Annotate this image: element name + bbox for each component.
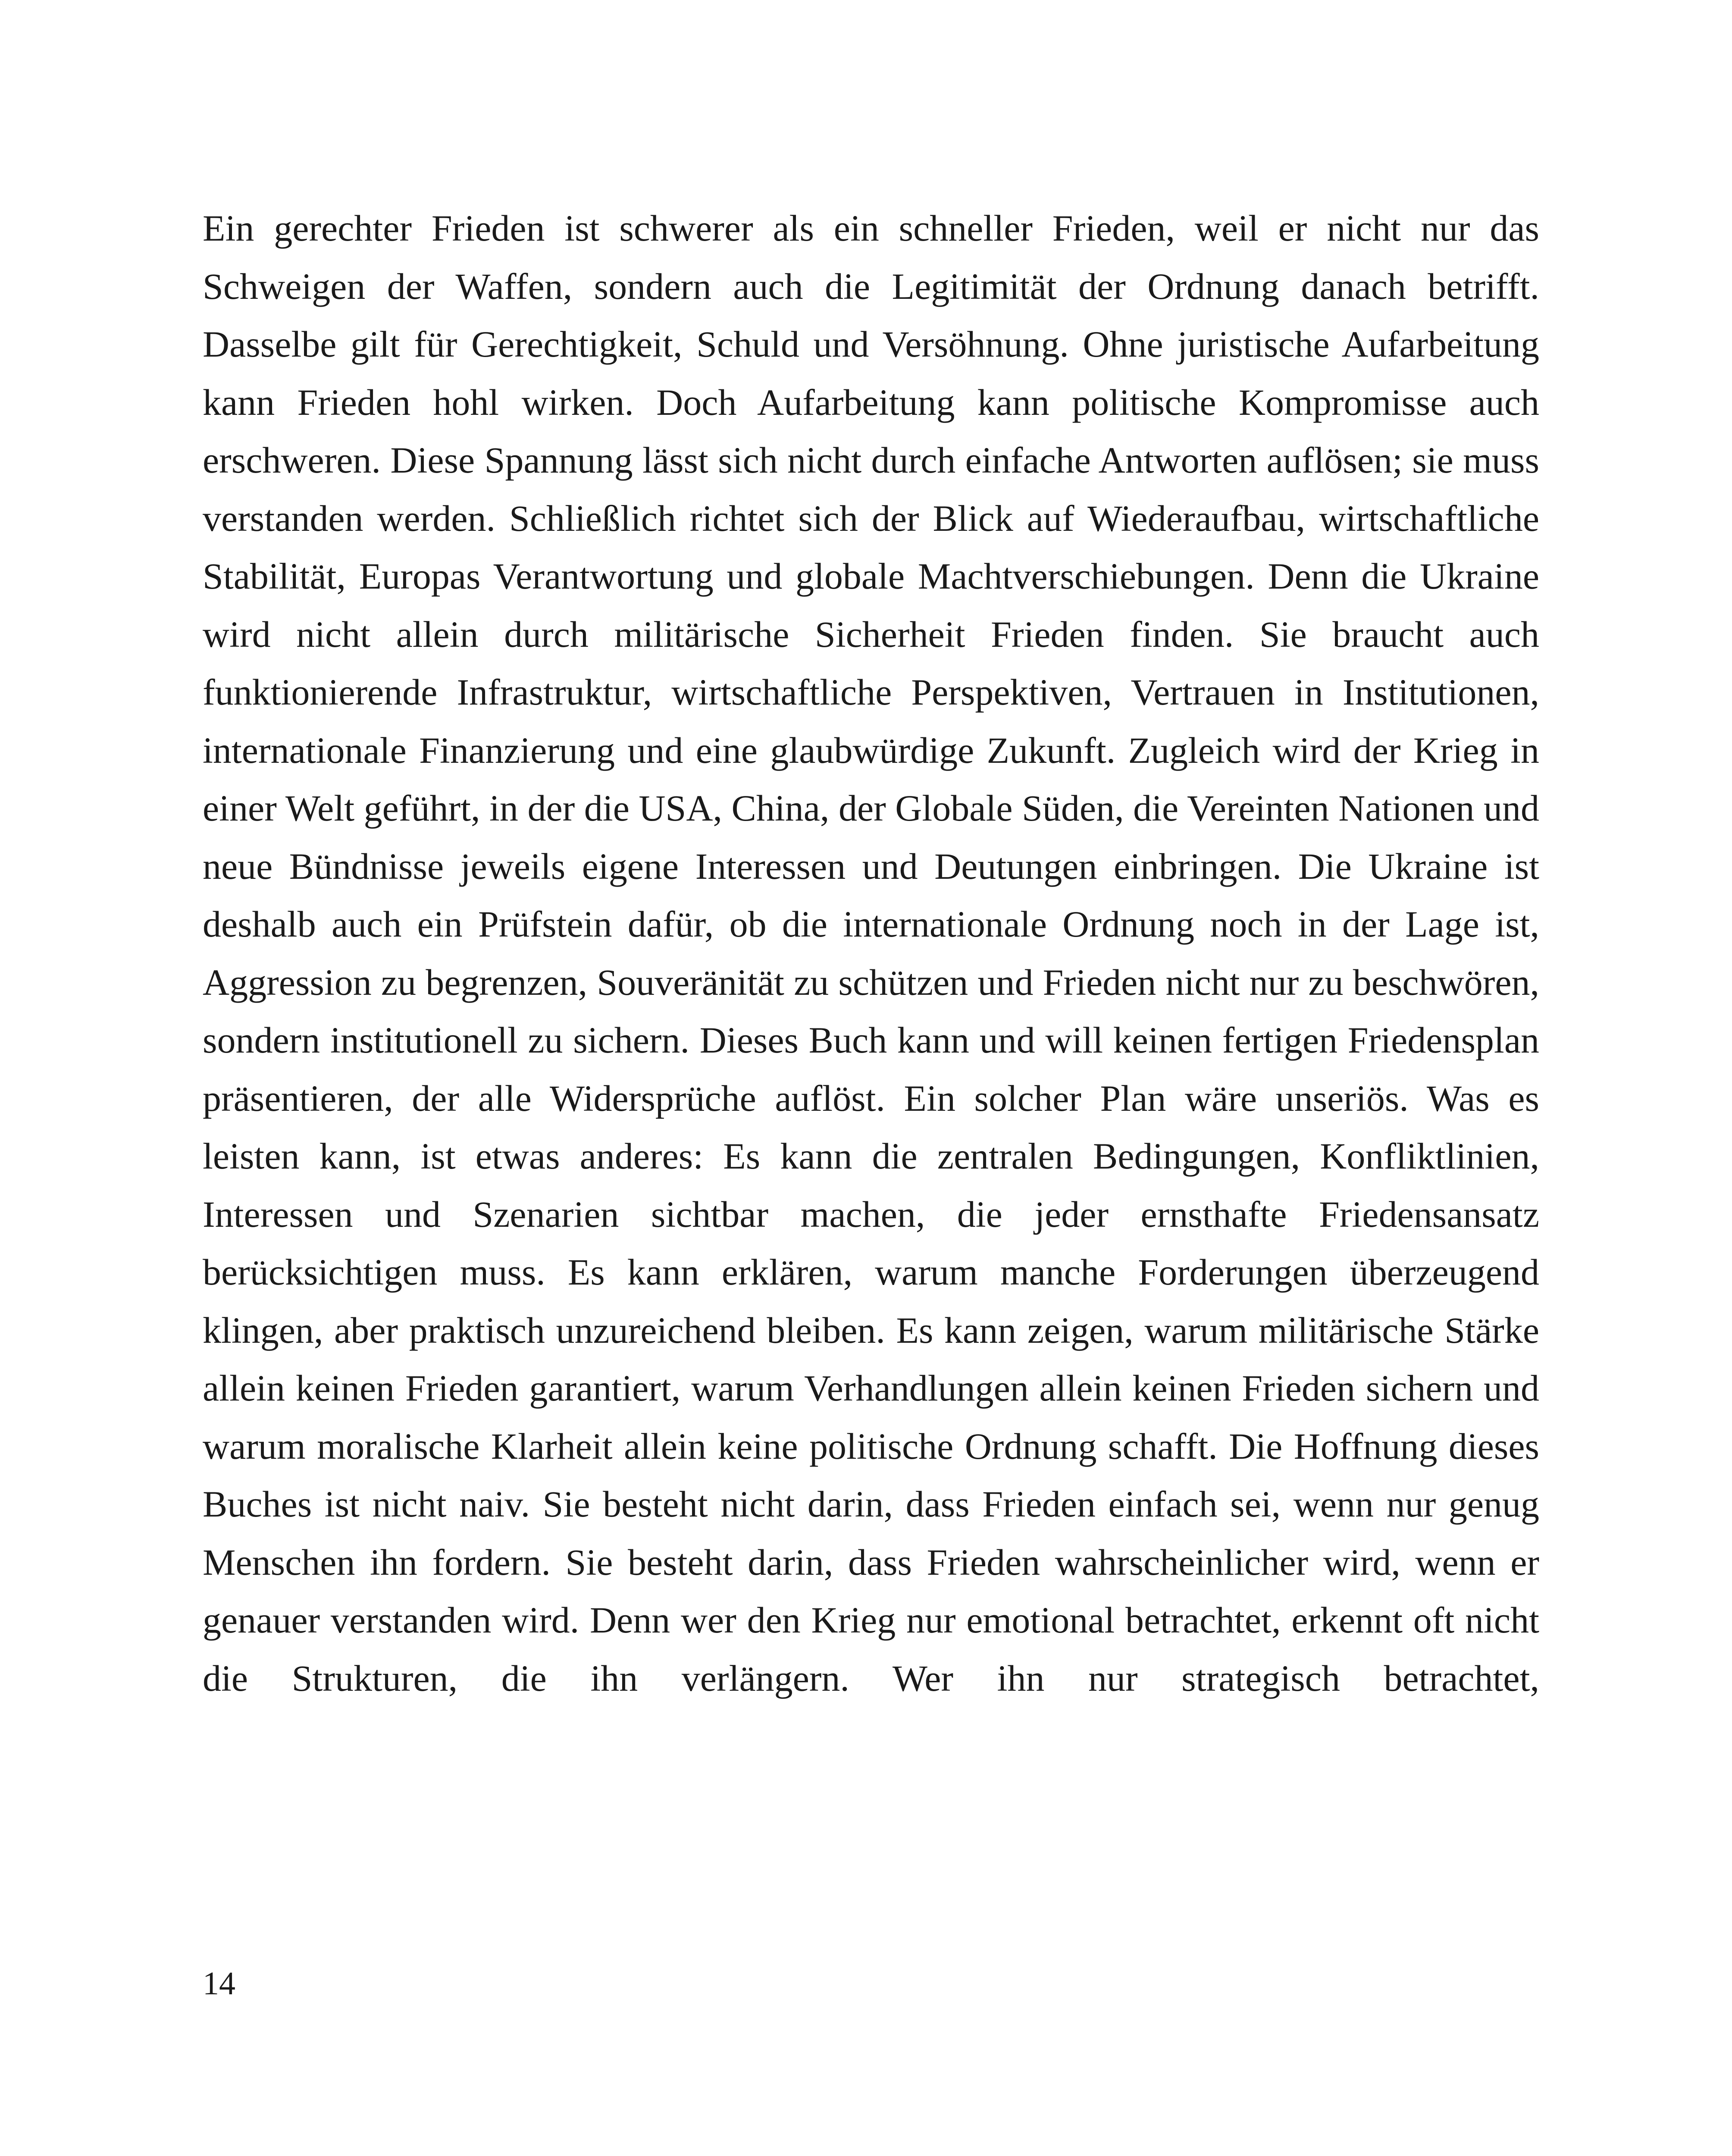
page-number: 14 [203, 1965, 235, 2002]
body-paragraph: Ein gerechter Frieden ist schwerer als ein schneller Frieden, weil er nicht nur das Schweigen der Waffen, sondern auch die Legitimität der Ordnung danach betrifft. Dasselbe gilt für Gerechtigkeit, Schuld und Versöhnung. Ohne juristische Aufarbeitung kann Frieden hohl wirken. Doch Aufarbeitung kann politische Kompromisse auch erschweren. Diese Spannung lässt sich nicht durch einfache Antworten auflösen; sie muss verstanden werden. Schließlich richtet sich der Blick auf Wiederaufbau, wirtschaftliche Stabilität, Europas Verantwortung und globale Machtverschiebungen. Denn die Ukraine wird nicht allein durch militärische Sicherheit Frieden finden. Sie braucht auch funktionierende Infrastruktur, wirtschaftliche Perspektiven, Vertrauen in Institutionen, internationale Finanzierung und eine glaubwürdige Zukunft. Zugleich wird der Krieg in einer Welt geführt, in der die USA, China, der Globale Süden, die Vereinten Nationen und neue Bündnisse jeweils eigene Interessen und Deutungen einbringen. Die Ukraine ist deshalb auch ein Prüfstein dafür, ob die internationale Ordnung noch in der Lage ist, Aggression zu begrenzen, Souveränität zu schützen und Frieden nicht nur zu beschwören, sondern institutionell zu sichern. Dieses Buch kann und will keinen fertigen Friedensplan präsentieren, der alle Widersprüche auflöst. Ein solcher Plan wäre unseriös. Was es leisten kann, ist etwas anderes: Es kann die zentralen Bedingungen, Konfliktlinien, Interessen und Szenarien sichtbar machen, die jeder ernsthafte Friedensansatz berücksichtigen muss. Es kann erklären, warum manche Forderungen überzeugend klingen, aber praktisch unzureichend bleiben. Es kann zeigen, warum militärische Stärke allein keinen Frieden garantiert, warum Verhandlungen allein keinen Frieden sichern und warum moralische Klarheit allein keine politische Ordnung schafft. Die Hoffnung dieses Buches ist nicht naiv. Sie besteht nicht darin, dass Frieden einfach sei, wenn nur genug Menschen ihn fordern. Sie besteht darin, dass Frieden wahrscheinlicher wird, wenn er genauer verstanden wird. Denn wer den Krieg nur emotional betrachtet, erkennt oft nicht die Strukturen, die ihn verlängern. Wer ihn nur strategisch betrachtet, [203, 207, 1539, 1699]
